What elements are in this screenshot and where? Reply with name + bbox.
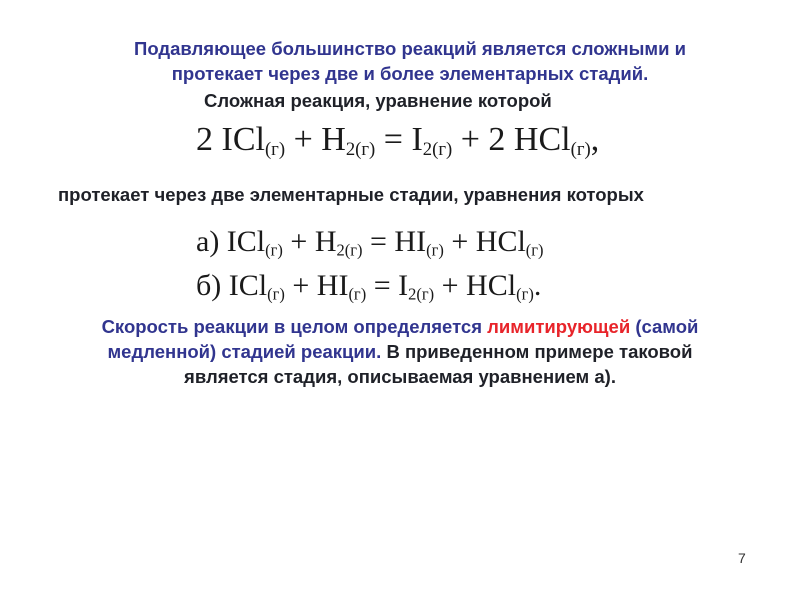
equation-term: = HI [362,225,427,258]
limiting-stage-highlight: лимитирующей [487,316,631,337]
equation-term: + HCl [443,225,526,258]
phase-subscript: 2(г) [422,139,453,161]
phase-subscript: (г) [516,284,534,304]
phase-subscript: 2(г) [345,139,376,161]
equation-term: . [533,268,542,302]
equation-term: , [590,121,600,158]
equation-term: + HCl [434,268,517,302]
equation-term: а) ICl [196,225,266,258]
conclusion-part-3: медленной) стадией реакции. [107,341,382,362]
phase-subscript: (г) [525,240,544,260]
intro-line-1: Подавляющее большинство реакций является сложными и [134,38,686,59]
conclusion-part-2: (самой [635,316,699,337]
phase-subscript: (г) [426,240,444,260]
phase-subscript: 2(г) [336,240,363,260]
equation-term: + 2 HCl [452,121,571,158]
conclusion-text [30,314,770,389]
equation-term: = I [375,121,423,158]
equation-term: + H [285,121,346,158]
phase-subscript: (г) [570,139,591,161]
equation-term: + HI [284,268,349,302]
stage-equation-a [196,224,544,268]
conclusion-line-2 [30,339,770,364]
phase-subscript: (г) [348,284,367,304]
phase-subscript: (г) [265,240,283,260]
intro-line-2: протекает через две и более элементарных стадий. [171,63,649,84]
equation-term: + H [282,225,337,258]
conclusion-part-4: В приведенном примере таковой [386,341,693,362]
equation-term: = I [366,268,409,302]
elementary-stages-label: протекает через две элементарные стадии, уравнения которых [58,184,644,205]
conclusion-part-1: Скорость реакции в целом определяется [101,316,483,337]
phase-subscript: 2(г) [408,284,435,304]
conclusion-line-1 [30,314,770,339]
overall-equation [196,118,599,172]
phase-subscript: (г) [264,139,286,161]
equation-term: б) ICl [196,268,268,302]
page-number: 7 [738,550,746,566]
stage-equations [196,224,544,311]
stage-equation-b [196,268,544,312]
equation-term: 2 ICl [196,121,265,158]
conclusion-line-3: является стадия, описываемая уравнением а). [184,366,616,387]
complex-reaction-label: Сложная реакция, уравнение которой [204,90,552,111]
phase-subscript: (г) [267,284,285,304]
intro-text [70,36,750,86]
